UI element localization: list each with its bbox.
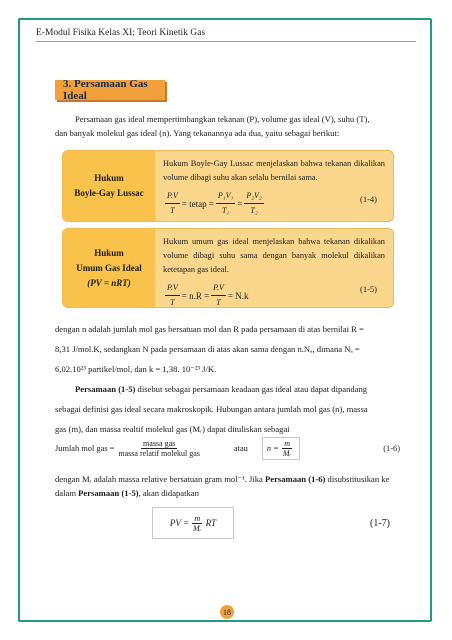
body-p3-c: dalam (55, 488, 79, 498)
box1-frac-2 (216, 189, 235, 218)
box1-frac1-den: T (170, 206, 175, 215)
box1-frac-3 (244, 189, 263, 218)
box1-eq-equals: = (237, 198, 243, 209)
mol-frac-num: massa gas (143, 439, 176, 448)
equation-number-1-7: (1-7) (370, 518, 390, 529)
box2-frac2-den: T (216, 298, 221, 307)
box2-frac-2 (211, 281, 226, 310)
intro-line-1: Persamaan gas ideal mempertimbangkan tekanan (P), volume gas ideal (V), suhu (T), (75, 114, 370, 124)
body-p3-d: , akan didapatkan (138, 488, 199, 498)
mol-n-num: m (284, 439, 291, 448)
mol-or: atau (233, 444, 248, 453)
persamaan-1-5-ref: Persamaan (1-5) (75, 384, 136, 394)
box2-body (163, 235, 385, 310)
box2-description: Hukum umum gas ideal menjelaskan bahwa tekanan dikalikan volume dibagi suhu sama dengan banyak molekul dikalikan ketetapan gas ideal. (163, 237, 385, 274)
box2-frac-1 (165, 281, 180, 310)
body-p2-line1 (55, 382, 400, 396)
body-p1-line2: 8,31 J/mol.K, sedangkan N pada persamaan di atas akan sama dengan n.Nₐ, dimana Nₐ = (55, 344, 360, 354)
box1-description: Hukum Boyle-Gay Lussac menjelaskan bahwa tekanan dikalikan volume dibagi suhu akan selalu bernilai sama. (163, 159, 385, 182)
box1-frac3-num: P₂V₂ (244, 189, 263, 204)
box1-frac-1 (165, 189, 180, 218)
box1-label-line1: Hukum (94, 173, 124, 183)
box2-label-line1: Hukum (94, 247, 124, 258)
equation-number-1-4: (1-4) (360, 194, 377, 204)
boyle-gay-lussac-box (62, 150, 394, 222)
final-frac (191, 514, 204, 533)
box1-label-line2: Boyle-Gay Lussac (74, 188, 144, 198)
mol-n-frac (281, 439, 294, 458)
box2-label-line2: Umum Gas Ideal (76, 262, 142, 273)
body-p2-rest: disebut sebagai persamaan keadaan gas ideal atau dapat dipandang (135, 384, 368, 394)
box1-body (163, 157, 385, 218)
equation-number-1-6: (1-6) (383, 444, 400, 453)
body-p3-b: disubstitusikan ke (325, 474, 390, 484)
final-lhs: PV = (169, 518, 189, 528)
section-title (55, 80, 165, 100)
mol-n-box (262, 437, 301, 460)
body-p3-line2 (55, 486, 400, 500)
body-p2-line3: gas (m), dan massa realtif molekul gas (Mᵣ) dapat dituliskan sebagai (55, 424, 290, 434)
header-rule (36, 41, 416, 42)
box2-eq-mid: = n.R = (181, 290, 210, 301)
mol-n-den: Mᵣ (282, 449, 292, 458)
body-p3-line1 (55, 472, 400, 486)
box1-equation (163, 189, 385, 218)
box2-eq-end: = N.k (227, 290, 249, 301)
box2-frac2-num: P.V (211, 281, 226, 296)
box1-frac1-num: P.V (165, 189, 180, 204)
body-p2-line2: sebagai definisi gas ideal secara makroskopik. Hubungan antara jumlah mol gas (n), massa (55, 404, 368, 414)
boyle-gay-lussac-label (63, 151, 155, 221)
gas-ideal-law-box (62, 228, 394, 308)
mol-label: Jumlah mol gas = (55, 444, 115, 453)
mol-n: n = (266, 444, 279, 453)
body-p1-line1: dengan n adalah jumlah mol gas bersatuan mol dan R pada persamaan di atas bernilai R = (55, 324, 364, 334)
box1-frac3-den: T₂ (250, 206, 258, 215)
mol-frac-den: massa relatif molekul gas (118, 449, 200, 458)
page-number (220, 605, 234, 619)
final-frac-num: m (194, 513, 201, 523)
box1-eq-mid: = tetap = (181, 198, 214, 209)
gas-ideal-law-label (63, 229, 155, 307)
box1-frac2-den: T₁ (221, 206, 230, 215)
box2-equation (163, 281, 385, 310)
mol-frac (116, 439, 202, 458)
running-header: E-Modul Fisika Kelas XI; Teori Kinetik Gas (36, 28, 206, 38)
final-rhs: RT (205, 518, 217, 528)
page-number-text: 18 (223, 607, 231, 617)
box2-label-line3: (PV = nRT) (87, 277, 131, 288)
final-equation-box (152, 507, 234, 539)
body-p1-line3: 6,02.10²³ partikel/mol, dan k = 1,38. 10⁻²³ J/K. (55, 364, 217, 374)
persamaan-1-6-ref: Persamaan (1-6) (265, 474, 326, 484)
body-p3-a: dengan Mᵣ adalah massa relative bersatuan gram mol⁻¹. Jika (55, 474, 266, 484)
section-title-text: 3. Persamaan Gas Ideal (63, 78, 148, 102)
box2-frac1-num: P.V (165, 281, 180, 296)
box2-frac1-den: T (170, 298, 175, 307)
equation-number-1-5: (1-5) (360, 284, 377, 294)
final-frac-den: Mᵣ (193, 523, 202, 533)
box1-frac2-num: P₁V₁ (216, 189, 235, 204)
intro-line-2: dan banyak molekul gas ideal (n). Yang tekanannya ada dua, yaitu sebagai berikut: (55, 128, 340, 138)
mol-equation (55, 437, 400, 460)
persamaan-1-5-ref-2: Persamaan (1-5) (78, 488, 139, 498)
